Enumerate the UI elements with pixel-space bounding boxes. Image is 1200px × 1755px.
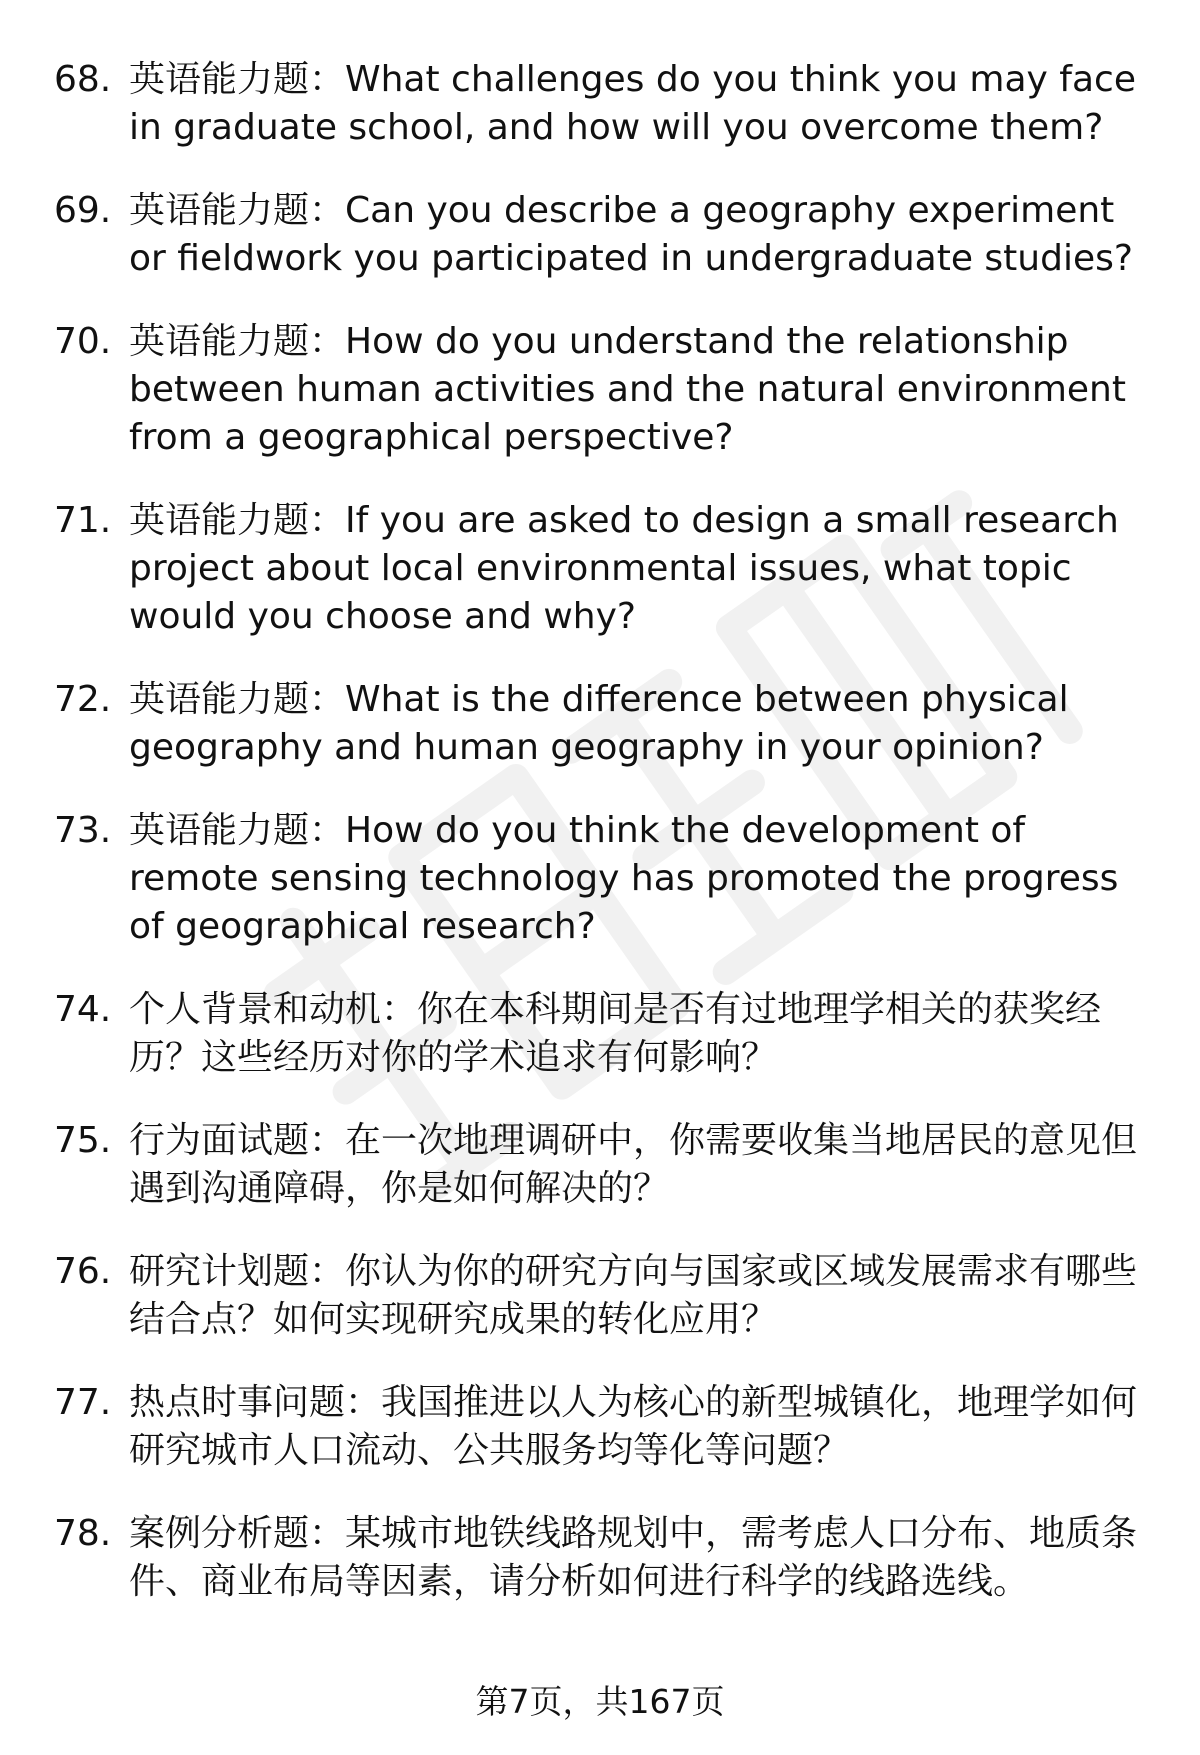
question-item-78 — [0, 1510, 1200, 1606]
question-item-75 — [0, 1117, 1200, 1213]
question-number: 69. — [54, 190, 112, 231]
question-text: 英语能力题：What is the difference between physical geography and human geography in your opinion? — [129, 679, 1069, 768]
question-text: 英语能力题：How do you understand the relationship between human activities and the natural environment from a geographical perspective? — [129, 321, 1126, 458]
question-text: 案例分析题：某城市地铁线路规划中，需考虑人口分布、地质条件、商业布局等因素，请分析如何进行科学的线路选线。 — [129, 1513, 1138, 1602]
question-number: 76. — [54, 1251, 112, 1292]
question-text: 英语能力题：Can you describe a geography experiment or fieldwork you participated in undergraduate studies? — [129, 190, 1133, 279]
question-number: 68. — [54, 59, 112, 100]
question-item-69 — [0, 187, 1200, 283]
question-number: 70. — [54, 321, 112, 362]
question-list — [0, 56, 1200, 1606]
question-number: 75. — [54, 1120, 112, 1161]
question-item-77 — [0, 1379, 1200, 1475]
question-text: 行为面试题：在一次地理调研中，你需要收集当地居民的意见但遇到沟通障碍，你是如何解决的？ — [129, 1120, 1138, 1209]
question-text: 英语能力题：If you are asked to design a small research project about local environmental issues, what topic would you choose and why? — [129, 500, 1119, 637]
question-text: 个人背景和动机：你在本科期间是否有过地理学相关的获奖经历？这些经历对你的学术追求有何影响？ — [129, 989, 1102, 1078]
question-text: 英语能力题：How do you think the development of remote sensing technology has promoted the progress of geographical research? — [129, 810, 1119, 947]
question-item-76 — [0, 1248, 1200, 1344]
page-footer: 第7页，共167页 — [475, 1682, 725, 1721]
question-text: 研究计划题：你认为你的研究方向与国家或区域发展需求有哪些结合点？如何实现研究成果的转化应用？ — [129, 1251, 1138, 1340]
question-number: 78. — [54, 1513, 112, 1554]
question-item-71 — [0, 497, 1200, 641]
question-text: 热点时事问题：我国推进以人为核心的新型城镇化，地理学如何研究城市人口流动、公共服务均等化等问题？ — [129, 1382, 1138, 1471]
question-number: 73. — [54, 810, 112, 851]
question-item-73 — [0, 807, 1200, 951]
question-item-72 — [0, 676, 1200, 772]
question-number: 74. — [54, 989, 112, 1030]
question-number: 72. — [54, 679, 112, 720]
question-item-70 — [0, 318, 1200, 462]
question-item-68 — [0, 56, 1200, 152]
question-text: 英语能力题：What challenges do you think you may face in graduate school, and how will you overcome them? — [129, 59, 1136, 148]
question-item-74 — [0, 986, 1200, 1082]
question-number: 71. — [54, 500, 112, 541]
question-number: 77. — [54, 1382, 112, 1423]
